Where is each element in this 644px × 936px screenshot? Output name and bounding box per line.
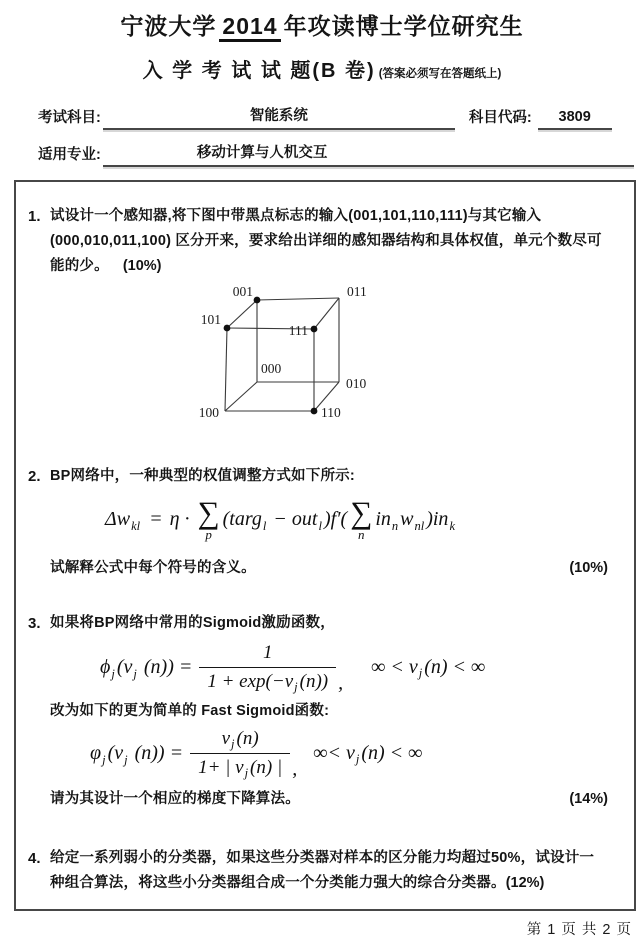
code-value: 3809 [538,109,612,130]
minus-sign: − [273,508,287,531]
title-year: 2014 [219,13,280,42]
sigmoid-formula [100,642,608,693]
question-3-text: 如果将BP网络中常用的Sigmoid激励函数， [50,615,335,632]
formula-token: 1+ | v [198,757,244,779]
formula-token: (v [107,742,124,765]
formula-token: l [262,519,267,534]
formula-token: (n)) = [134,742,184,765]
formula-token: w [400,508,414,531]
svg-text:110: 110 [321,405,341,420]
formula-token: n [391,519,399,534]
formula-token: ∞ < v [371,656,418,679]
formula-token: (n)) = [143,656,193,679]
domain-condition [371,656,485,679]
formula-token: j [355,752,360,767]
formula-token: j [231,737,235,752]
formula-token: in [375,508,391,531]
formula-token: nl [414,519,425,534]
formula-token: Δw [105,508,131,531]
q2-weight-update-formula [105,495,608,543]
formula-token: η [169,508,180,531]
question-4-text: 给定一系列弱小的分类器，如果这些分类器对样本的区分能力均超过50%，试设计一种组合算法，将这些小分类器组合成一个分类能力强大的综合分类器。 [50,850,595,892]
formula-token: j [102,753,106,768]
exam-subtitle [0,54,644,83]
formula-token: (n) | [250,757,283,779]
formula-token: · [184,508,190,531]
fraction-denominator [190,753,290,779]
formula-token: ∞< v [313,742,355,765]
page-footer [0,918,644,936]
svg-text:100: 100 [198,405,219,420]
sum-index: p [205,527,212,543]
code-label: 科目代码: [468,110,532,126]
svg-text:111: 111 [288,323,308,338]
question-3-points: (14%) [569,791,608,808]
formula-token: ϕ [100,656,111,679]
question-3-body [50,611,608,812]
formula-token: l [318,519,322,534]
question-4-points: (12%) [505,875,545,892]
question-3-change-line: 改为如下的更为简单的 Fast Sigmoid函数: [50,703,330,720]
question-2-request-line [50,556,608,581]
fraction-denominator [199,667,336,693]
formula-token: j [418,666,423,681]
formula-token: j [133,667,137,682]
question-1-number: 1. [28,208,41,225]
svg-text:010: 010 [346,376,367,391]
formula-token: f′( [330,508,348,531]
formula-token: kl [131,519,141,534]
page-title [0,8,644,41]
formula-token: (targ [222,508,262,531]
cube-diagram [154,283,454,443]
formula-token: out [291,508,318,531]
formula-token: j [111,667,115,682]
question-3-number: 3. [28,615,41,633]
question-1-points: (10%) [122,258,162,274]
question-1-body [50,204,608,454]
formula-token: j [124,753,128,768]
major-row [38,141,634,167]
question-2-points: (10%) [569,560,608,577]
questions-box [14,180,636,911]
formula-token: 1 + exp(−v [207,671,294,693]
formula-token: ) [426,508,433,531]
formula-token: j [294,680,298,695]
subject-value: 智能系统 [103,104,455,130]
title-prefix: 宁波大学 [120,13,217,39]
formula-token: j [244,766,249,781]
answer-sheet-note: (答案必须写在答题纸上) [378,68,502,80]
sigma-symbol: ∑ [197,495,220,530]
question-2-number: 2. [28,468,41,485]
question-4 [28,846,608,896]
formula-token: v [221,728,231,750]
formula-token: (n)) [299,671,329,693]
svg-text:001: 001 [232,284,253,299]
formula-token: , [292,758,298,781]
formula-token: (v [116,656,133,679]
question-2-body [50,464,608,581]
question-1-text: 试设计一个感知器,将下图中带黑点标志的输入(001,101,110,111)与其它输入(000,010,011,100) 区分开来，要求给出详细的感知器结构和具体权值，单元个数尽可能的少。 [50,208,602,274]
fraction [190,728,290,779]
sigma-symbol: ∑ [350,495,373,530]
title-suffix: 年攻读博士学位研究生 [283,13,524,39]
formula-token: ) [323,508,331,531]
exam-subtitle-text: 入 学 考 试 试 题(B 卷) [142,60,376,82]
question-2 [28,464,608,581]
formula-token: φ [90,742,102,765]
cube-figure [50,283,558,448]
formula-token: (n) < ∞ [361,742,423,765]
fraction [199,642,336,693]
major-value: 移动计算与人机交互 [103,141,634,167]
question-3 [28,611,608,812]
fast-sigmoid-formula [90,728,608,779]
formula-token: (n) [236,728,259,750]
subject-row [38,104,614,130]
question-4-body [50,846,608,896]
question-1 [28,204,608,454]
question-2-text: BP网络中，一种典型的权值调整方式如下所示: [50,468,355,484]
formula-token: = [149,508,163,531]
svg-text:000: 000 [261,361,282,376]
svg-text:101: 101 [200,312,221,327]
question-3-request-line [50,787,608,812]
formula-token: k [449,519,455,534]
svg-text:011: 011 [347,284,367,299]
sum-operator [350,495,373,543]
major-label: 适用专业: [38,147,101,163]
question-4-number: 4. [28,850,41,868]
question-2-request: 试解释公式中每个符号的含义。 [50,560,256,577]
subject-label: 考试科目: [38,110,101,126]
fraction-numerator [214,728,267,753]
formula-token: (n) < ∞ [424,656,486,679]
sum-index: n [358,527,365,543]
domain-condition [313,742,422,765]
sum-operator [197,495,220,543]
fraction-numerator: 1 [262,642,273,664]
formula-token: , [338,672,344,695]
question-3-request: 请为其设计一个相应的梯度下降算法。 [50,791,300,808]
page-number: 第 1 页 共 2 页 [526,922,632,936]
formula-token: in [432,508,449,531]
